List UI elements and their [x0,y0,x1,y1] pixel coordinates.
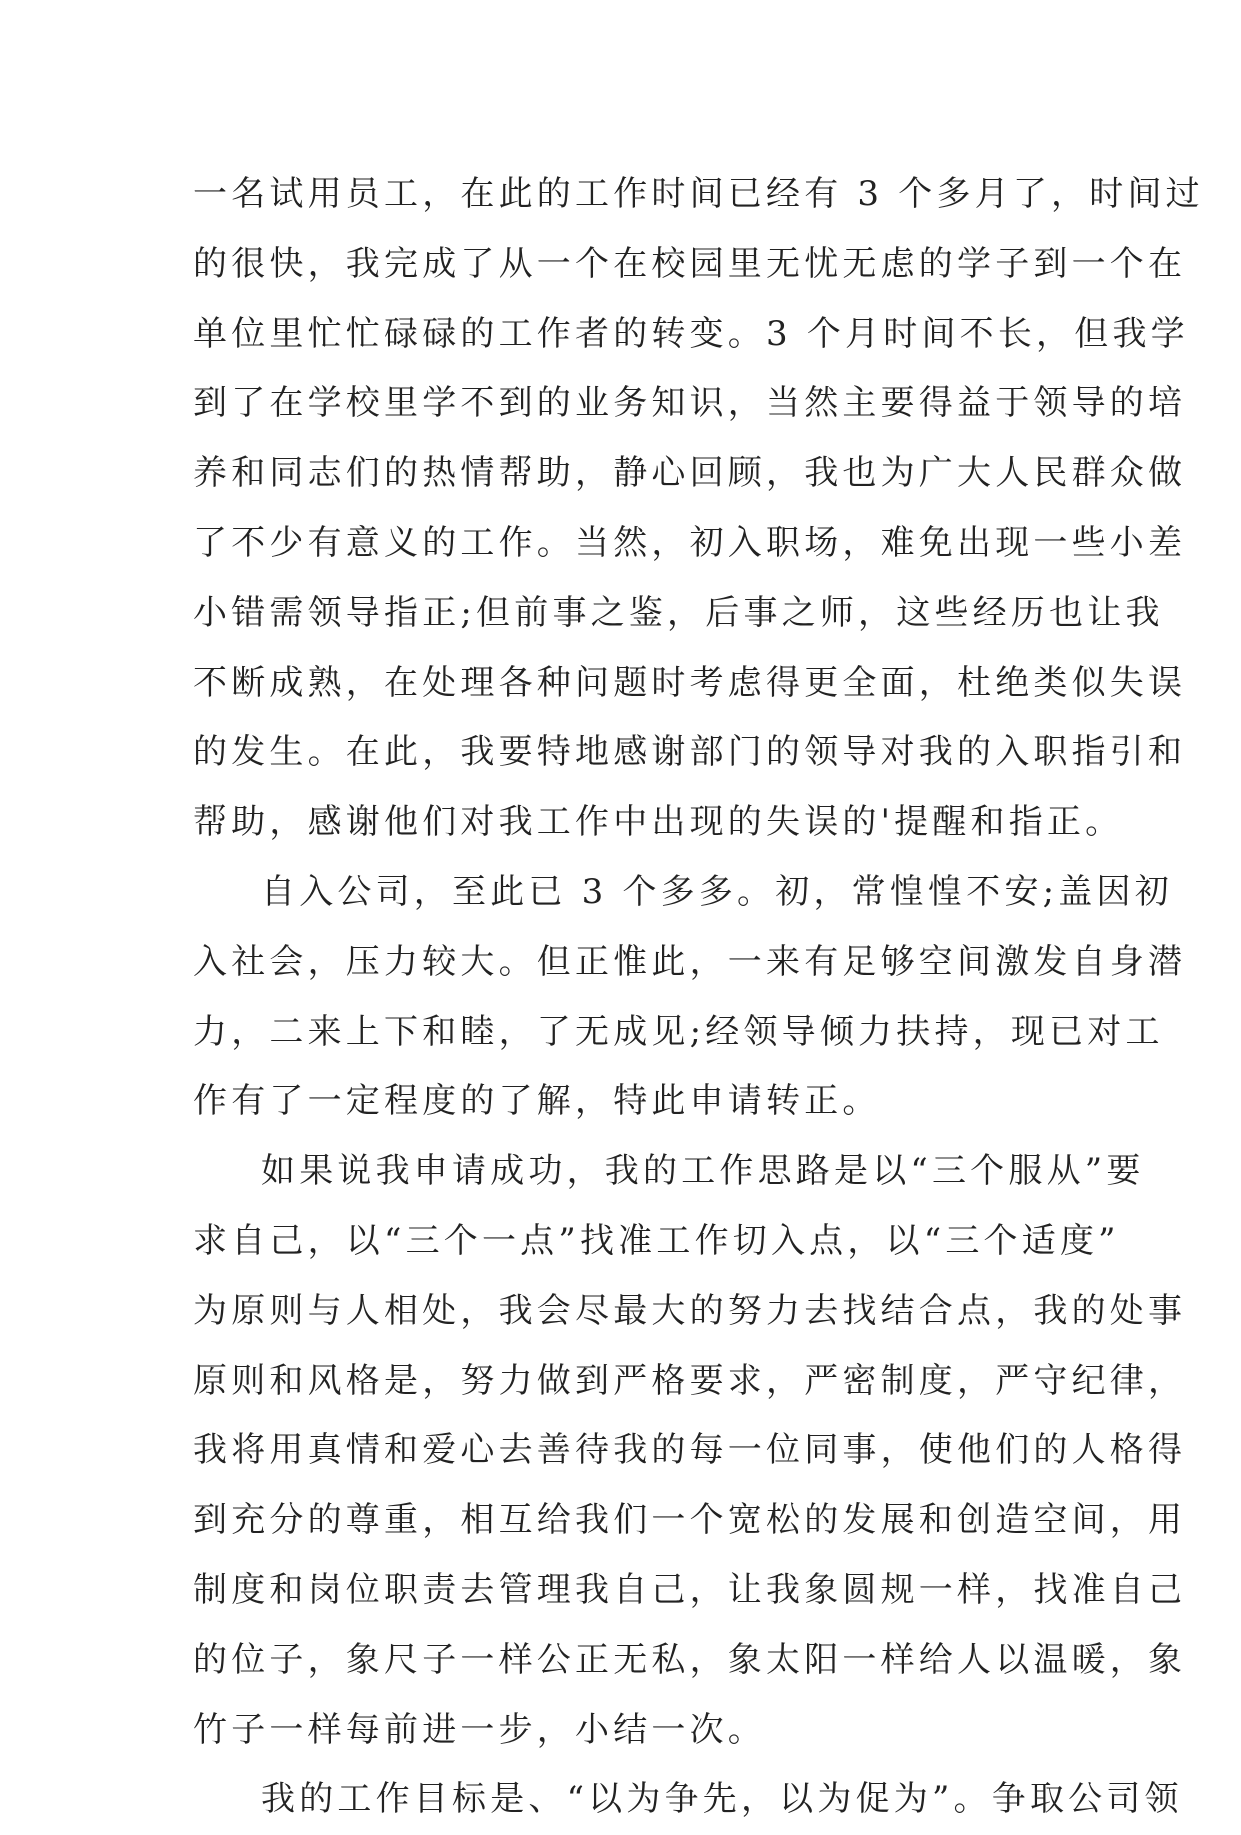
paragraph-first-line: 自入公司，至此已 3 个多多。初，常惶惶不安;盖因初 [261,871,1173,912]
paragraph-first-line: 如果说我申请成功，我的工作思路是以“三个服从”要 [261,1151,1145,1192]
document-body [193,160,1204,1835]
text-line: 单位里忙忙碌碌的工作者的转变。3 个月时间不长，但我学 [193,313,1189,354]
text-line: 帮助，感谢他们对我工作中出现的失误的'提醒和指正。 [193,802,1124,843]
text-line: 到充分的尊重，相互给我们一个宽松的发展和创造空间，用 [193,1500,1187,1541]
text-line: 的发生。在此，我要特地感谢部门的领导对我的入职指引和 [193,732,1187,773]
text-line: 了不少有意义的工作。当然，初入职场，难免出现一些小差 [193,522,1187,563]
text-line: 到了在学校里学不到的业务知识，当然主要得益于领导的培 [193,383,1187,424]
text-line: 竹子一样每前进一步，小结一次。 [193,1709,766,1750]
text-line: 力，二来上下和睦，了无成见;经领导倾力扶持，现已对工 [193,1011,1164,1052]
text-line: 原则和风格是，努力做到严格要求，严密制度，严守纪律， [193,1360,1187,1401]
text-line: 入社会，压力较大。但正惟此，一来有足够空间激发自身潜 [193,941,1187,982]
text-line: 不断成熟，在处理各种问题时考虑得更全面，杜绝类似失误 [193,662,1187,703]
text-line: 小错需领导指正;但前事之鉴，后事之师，这些经历也让我 [193,592,1164,633]
text-line: 一名试用员工，在此的工作时间已经有 3 个多月了，时间过 [193,174,1204,214]
text-line: 的很快，我完成了从一个在校园里无忧无虑的学子到一个在 [193,243,1187,284]
text-line: 制度和岗位职责去管理我自己，让我象圆规一样，找准自己 [193,1569,1187,1610]
text-line: 我将用真情和爱心去善待我的每一位同事，使他们的人格得 [193,1430,1187,1471]
text-line: 养和同志们的热情帮助，静心回顾，我也为广大人民群众做 [193,453,1187,494]
text-line: 求自己，以“三个一点”找准工作切入点，以“三个适度” [193,1220,1120,1261]
text-line: 为原则与人相处，我会尽最大的努力去找结合点，我的处事 [193,1290,1187,1331]
paragraph-first-line: 我的工作目标是、“以为争先，以为促为”。争取公司领 [261,1779,1183,1820]
text-line: 的位子，象尺子一样公正无私，象太阳一样给人以温暖，象 [193,1639,1187,1680]
text-line: 作有了一定程度的了解，特此申请转正。 [193,1081,881,1122]
